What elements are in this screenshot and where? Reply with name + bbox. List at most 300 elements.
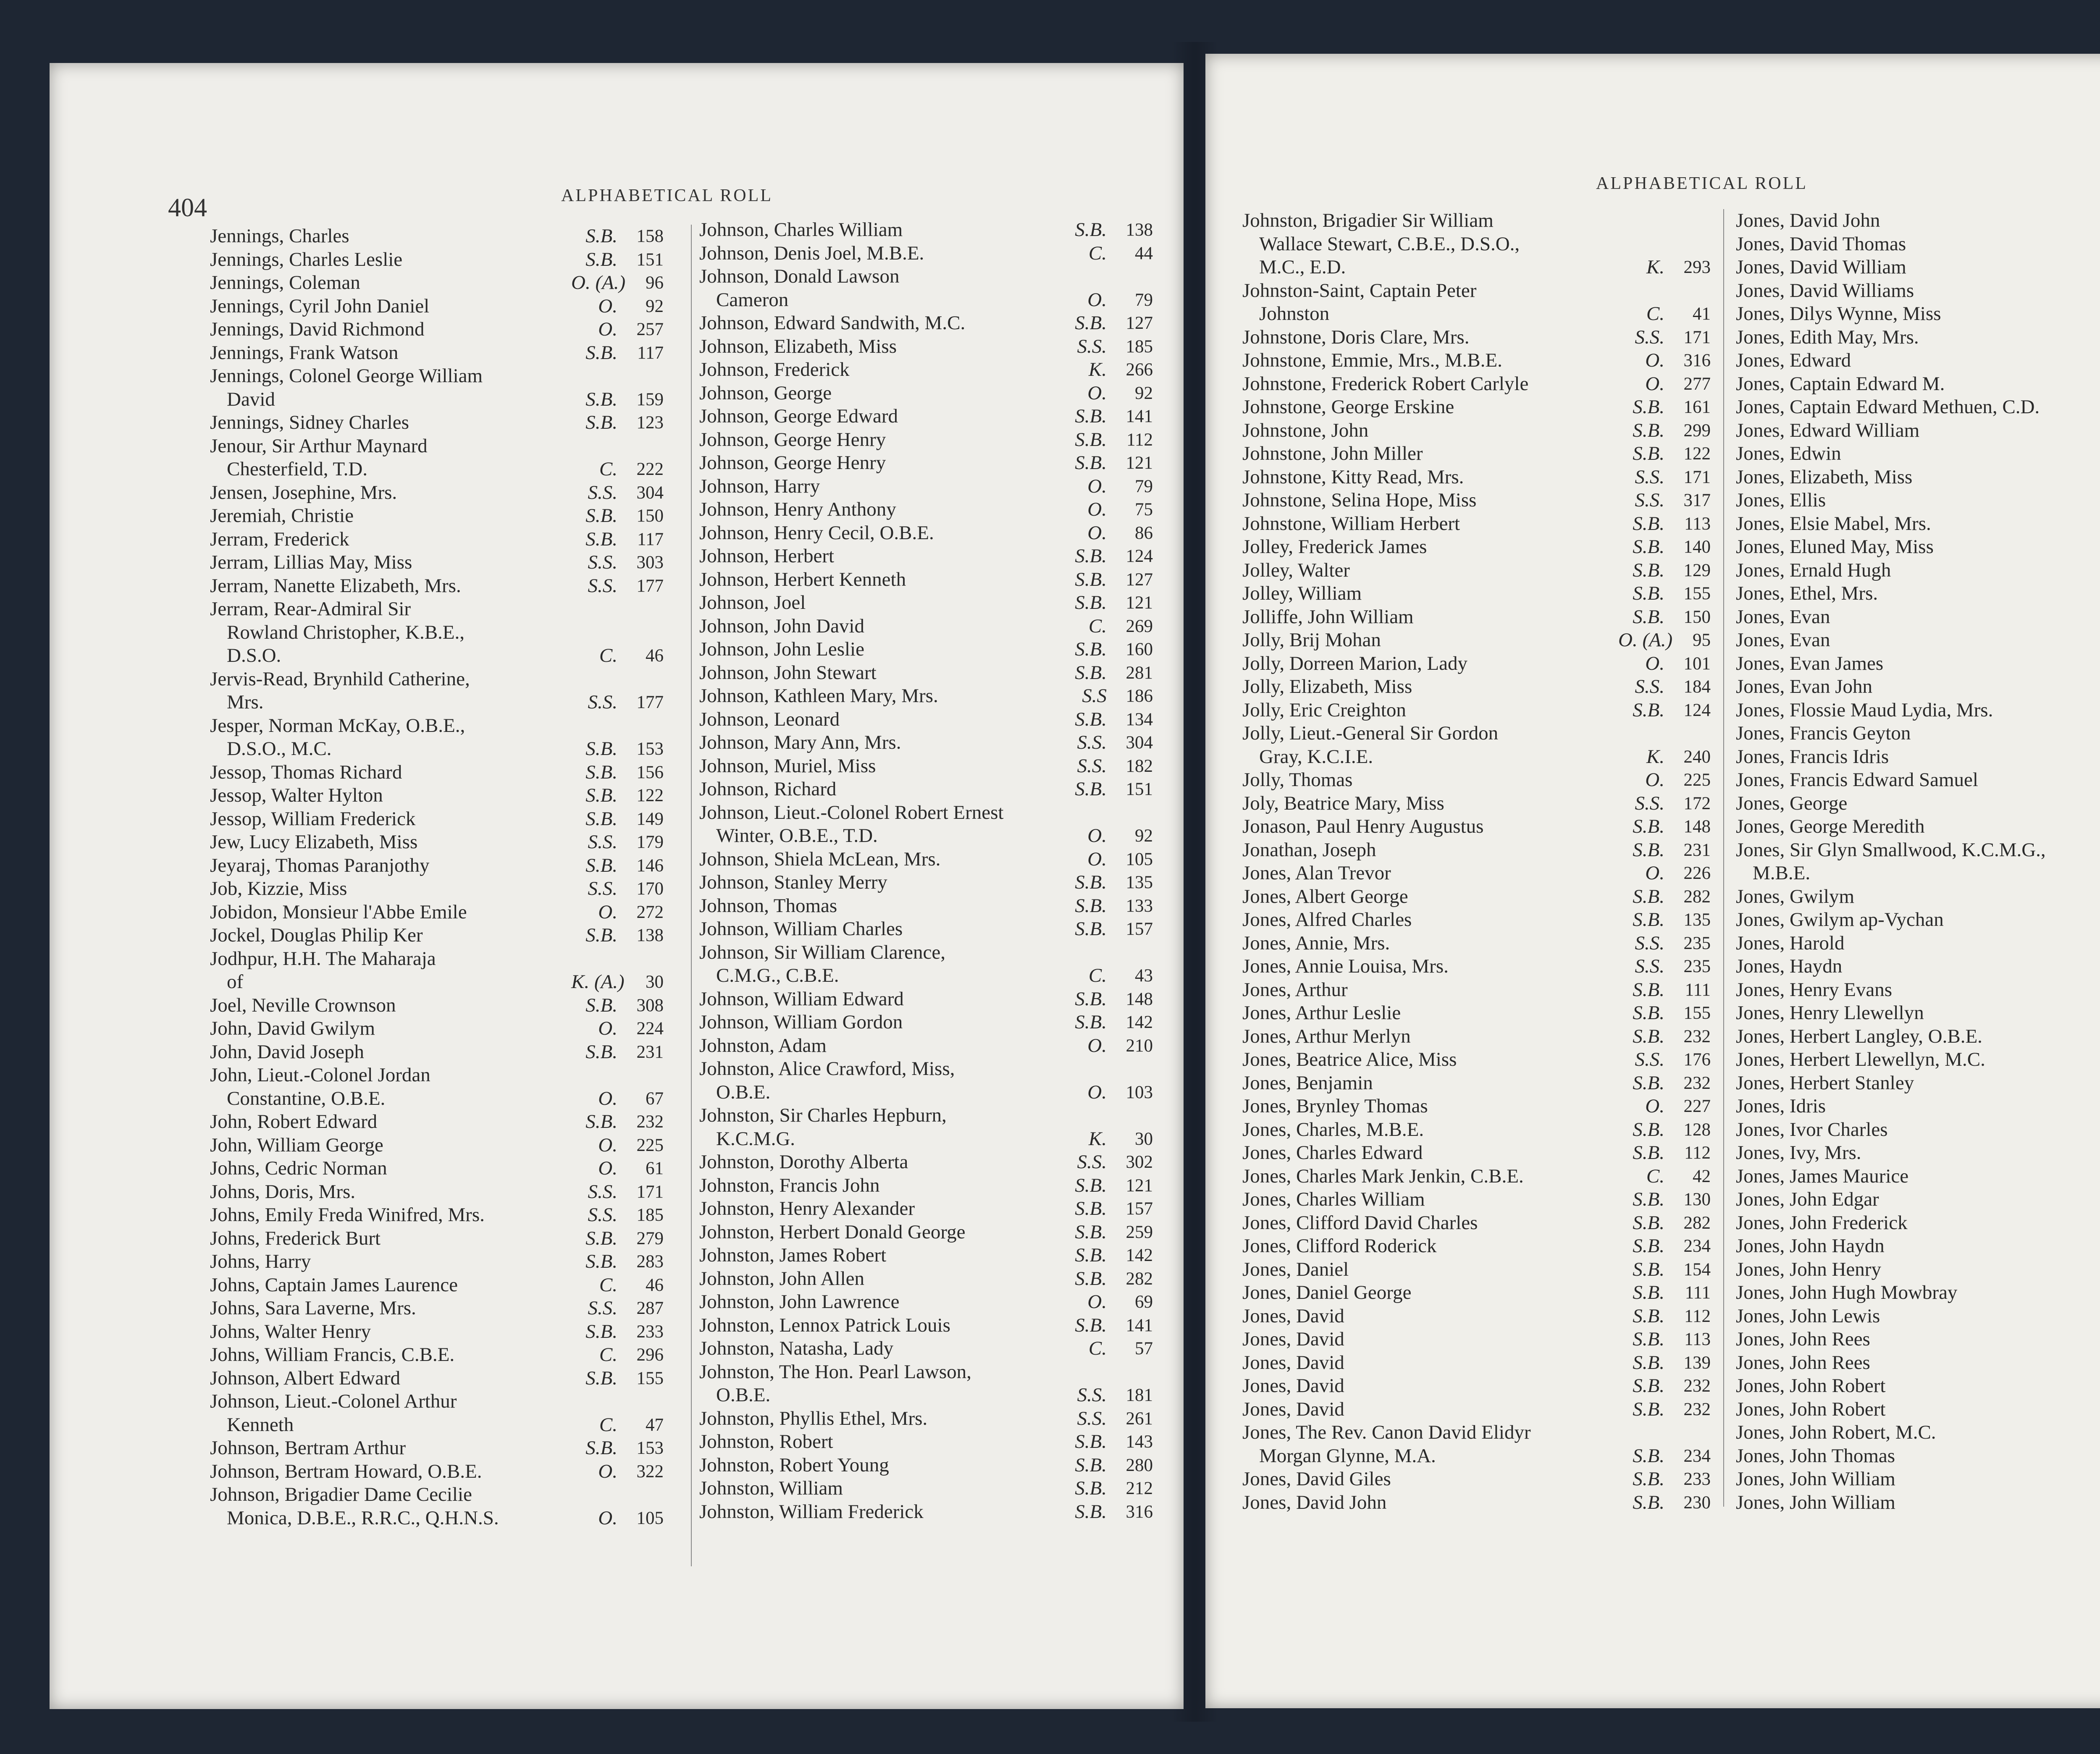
entry-name: Morgan Glynne, M.A. — [1259, 1445, 1436, 1467]
entry-name: Jennings, Colonel George William — [210, 365, 483, 387]
entry-name: Johnston, Francis John — [699, 1174, 880, 1196]
entry-name: Johnston, Robert Young — [699, 1454, 889, 1476]
entry-name: Johnston, James Robert — [699, 1244, 887, 1266]
roll-entry — [210, 435, 664, 458]
entry-section: S.B. — [1633, 1351, 1664, 1374]
entry-page: 148 — [1126, 989, 1153, 1009]
entry-name: Jennings, Sidney Charles — [210, 412, 409, 433]
roll-entry — [1736, 1118, 2100, 1142]
roll-column-1 — [210, 225, 664, 1530]
entry-name: Jones, David — [1242, 1398, 1344, 1420]
entry-name: Jones, John Thomas — [1736, 1445, 1895, 1467]
roll-entry — [699, 1151, 1153, 1174]
entry-page: 103 — [1126, 1082, 1153, 1102]
entry-name: O.B.E. — [716, 1384, 771, 1406]
entry-name: Johnston, Natasha, Lady — [699, 1337, 894, 1359]
entry-section: S.B. — [1633, 885, 1664, 907]
entry-name: Jones, Dilys Wynne, Miss — [1736, 303, 1941, 325]
entry-name: Johnson, Thomas — [699, 894, 837, 917]
entry-section: C. — [1088, 1337, 1107, 1359]
roll-entry — [1242, 559, 1711, 582]
roll-entry — [210, 808, 664, 831]
entry-name: of — [227, 971, 244, 993]
entry-page: 159 — [636, 389, 664, 409]
roll-entry — [210, 598, 664, 621]
entry-name: Constantine, O.B.E. — [227, 1087, 386, 1109]
roll-entry — [210, 947, 664, 971]
roll-entry — [210, 877, 664, 901]
entry-name: Johnson, Joel — [699, 592, 806, 614]
entry-name: Johnson, Bertram Howard, O.B.E. — [210, 1460, 482, 1482]
entry-section: S.B. — [1633, 1072, 1664, 1094]
entry-name: John, William George — [210, 1134, 383, 1156]
roll-entry — [699, 568, 1153, 592]
roll-entry — [210, 1437, 664, 1460]
entry-page — [617, 668, 664, 691]
entry-name: Jennings, Frank Watson — [210, 341, 399, 364]
entry-name: Jones, Edith May, Mrs. — [1736, 326, 1919, 348]
entry-page: 113 — [1684, 514, 1711, 534]
entry-name: Jones, Annie, Mrs. — [1242, 932, 1390, 954]
entry-page — [1664, 722, 1711, 745]
roll-entry — [1736, 815, 2100, 839]
entry-name: Johns, Emily Freda Winifred, Mrs. — [210, 1204, 485, 1226]
entry-page: 233 — [1683, 1469, 1711, 1489]
entry-page: 123 — [636, 413, 664, 433]
entry-name: Johnson, Brigadier Dame Cecilie — [210, 1484, 472, 1505]
entry-page: 124 — [1683, 700, 1711, 720]
roll-entry — [1242, 1235, 1711, 1258]
roll-entry — [210, 458, 664, 481]
entry-name: Gray, K.C.I.E. — [1259, 745, 1373, 768]
entry-page: 302 — [1126, 1152, 1153, 1172]
roll-entry — [1242, 349, 1711, 372]
entry-page — [617, 714, 664, 738]
entry-section: O. — [1645, 769, 1664, 791]
entry-name: Johnson, Herbert Kenneth — [699, 568, 906, 590]
entry-section: S.S. — [588, 551, 617, 573]
roll-entry — [210, 1250, 664, 1274]
entry-name: Johnston, Phyllis Ethel, Mrs. — [699, 1407, 928, 1429]
entry-page: 92 — [646, 296, 664, 316]
roll-entry — [1242, 1211, 1711, 1235]
roll-entry — [1736, 1445, 2100, 1468]
entry-section: S.S. — [588, 1204, 617, 1226]
roll-entry — [1242, 606, 1711, 629]
entry-page: 232 — [636, 1112, 664, 1132]
entry-name: Johnstone, Selina Hope, Miss — [1242, 489, 1477, 511]
entry-section: S.B. — [1075, 428, 1107, 451]
roll-entry — [1736, 1328, 2100, 1351]
roll-entry — [699, 1290, 1153, 1314]
entry-section — [571, 364, 617, 388]
entry-name: Jones, David Giles — [1242, 1468, 1391, 1490]
entry-section — [571, 1064, 617, 1087]
entry-page: 134 — [1126, 709, 1153, 729]
entry-section: C. — [599, 1274, 617, 1296]
entry-name: Johns, Harry — [210, 1251, 311, 1272]
roll-entry — [210, 574, 664, 598]
entry-section: S.S. — [1635, 489, 1664, 511]
entry-page: 105 — [636, 1508, 664, 1528]
entry-name: Jones, Francis Edward Samuel — [1736, 769, 1978, 791]
entry-name: Jervis-Read, Brynhild Catherine, — [210, 668, 470, 690]
entry-section — [571, 598, 617, 621]
entry-name: K.C.M.G. — [716, 1127, 795, 1150]
entry-name: Jones, Brynley Thomas — [1242, 1095, 1428, 1117]
entry-name: M.B.E. — [1753, 862, 1811, 884]
entry-name: Jones, John William — [1736, 1468, 1895, 1490]
entry-name: Jones, Flossie Maud Lydia, Mrs. — [1736, 699, 1993, 721]
entry-section — [1060, 801, 1107, 825]
entry-section: S.B. — [1075, 661, 1107, 684]
entry-page — [617, 1483, 664, 1507]
roll-entry — [210, 1507, 664, 1530]
entry-section: C. — [599, 458, 617, 480]
entry-section: O. — [1087, 825, 1107, 847]
entry-section: S.S. — [1635, 466, 1664, 488]
entry-section: S.B. — [585, 505, 617, 527]
roll-entry — [1736, 675, 2100, 699]
entry-name: Johnston, Henry Alexander — [699, 1198, 915, 1219]
entry-name: Monica, D.B.E., R.R.C., Q.H.N.S. — [227, 1507, 499, 1529]
roll-entry — [1736, 209, 2100, 233]
entry-page: 124 — [1126, 546, 1153, 566]
entry-name: Johnson, Bertram Arthur — [210, 1437, 406, 1459]
roll-entry — [1242, 1328, 1711, 1351]
entry-page — [1107, 801, 1153, 825]
entry-name: Johnston, Adam — [699, 1034, 827, 1057]
running-header: ALPHABETICAL ROLL — [561, 186, 773, 205]
entry-page: 41 — [1693, 304, 1711, 324]
entry-page: 67 — [646, 1088, 664, 1109]
roll-entry — [1242, 419, 1711, 443]
entry-section: C. — [1088, 242, 1107, 264]
entry-page: 231 — [1683, 840, 1711, 860]
entry-page: 46 — [646, 646, 664, 666]
entry-name: Jolly, Eric Creighton — [1242, 699, 1406, 721]
roll-entry — [699, 1011, 1153, 1034]
entry-page: 161 — [1683, 397, 1711, 417]
entry-section: S.B. — [1633, 443, 1664, 464]
entry-page: 227 — [1683, 1096, 1711, 1116]
roll-entry — [1242, 512, 1711, 536]
roll-entry — [699, 1384, 1153, 1407]
entry-page: 139 — [1683, 1353, 1711, 1373]
roll-entry — [699, 941, 1153, 965]
roll-entry — [210, 901, 664, 924]
entry-name: Jonathan, Joseph — [1242, 839, 1376, 861]
roll-entry — [210, 924, 664, 947]
entry-section: S.B. — [585, 854, 617, 876]
roll-entry — [1242, 326, 1711, 349]
roll-entry — [210, 1413, 664, 1437]
roll-entry — [699, 1197, 1153, 1221]
entry-name: Jones, Haydn — [1736, 955, 1843, 977]
entry-page: 46 — [646, 1275, 664, 1295]
roll-entry — [699, 335, 1153, 359]
roll-entry — [1242, 862, 1711, 885]
entry-page: 181 — [1126, 1385, 1153, 1405]
entry-name: Jones, Albert George — [1242, 885, 1408, 907]
entry-section — [571, 668, 617, 691]
entry-section: S.S. — [1077, 731, 1107, 753]
entry-name: Jones, George Meredith — [1736, 815, 1925, 837]
roll-entry — [1242, 1048, 1711, 1072]
entry-section: S.B. — [1075, 988, 1107, 1010]
roll-entry — [1736, 466, 2100, 489]
roll-entry — [1736, 1374, 2100, 1398]
entry-section: O. — [598, 318, 617, 340]
entry-page: 138 — [1126, 220, 1153, 240]
entry-name: Johnston-Saint, Captain Peter — [1242, 279, 1477, 302]
roll-entry — [699, 358, 1153, 382]
entry-section: S.S — [1082, 685, 1107, 707]
entry-name: Jones, Evan James — [1736, 652, 1884, 674]
entry-name: Jones, Daniel — [1242, 1258, 1349, 1280]
entry-name: Jones, Evan — [1736, 606, 1830, 628]
entry-name: Jones, Elsie Mabel, Mrs. — [1736, 512, 1931, 535]
entry-name: Johnson, Frederick — [699, 359, 850, 380]
entry-name: Jennings, Cyril John Daniel — [210, 295, 430, 317]
entry-section: S.B. — [585, 784, 617, 806]
entry-section: C. — [599, 1344, 617, 1366]
entry-section: O. — [1087, 1291, 1107, 1313]
roll-entry — [699, 801, 1153, 825]
entry-section: S.B. — [1633, 1305, 1664, 1327]
roll-entry — [1242, 302, 1711, 326]
entry-name: Jones, John Haydn — [1736, 1235, 1885, 1257]
entry-name: Johnson, Donald Lawson — [699, 265, 900, 287]
entry-name: Johnston, John Lawrence — [699, 1291, 900, 1313]
roll-entry — [1242, 1305, 1711, 1328]
entry-page: 171 — [1683, 327, 1711, 347]
entry-page: 141 — [1126, 1315, 1153, 1335]
entry-name: Jennings, Charles — [210, 225, 349, 247]
entry-name: Jones, Idris — [1736, 1095, 1826, 1117]
roll-entry — [1736, 1421, 2100, 1445]
entry-name: David — [227, 388, 275, 410]
entry-name: Jones, Edward William — [1736, 419, 1920, 441]
entry-page: 96 — [646, 273, 664, 293]
roll-entry — [210, 1064, 664, 1087]
roll-entry — [1736, 1072, 2100, 1095]
entry-page: 122 — [636, 786, 664, 805]
entry-section — [571, 714, 617, 738]
roll-entry — [699, 265, 1153, 288]
roll-entry — [210, 1483, 664, 1507]
entry-name: Johns, Walter Henry — [210, 1320, 371, 1342]
roll-entry — [1736, 559, 2100, 582]
roll-entry — [210, 644, 664, 668]
entry-page — [617, 435, 664, 458]
entry-section — [1618, 233, 1664, 256]
entry-page: 277 — [1683, 374, 1711, 394]
roll-entry — [1242, 722, 1711, 745]
roll-entry — [1736, 1305, 2100, 1328]
roll-entry — [210, 225, 664, 248]
entry-section: C. — [1646, 303, 1664, 325]
entry-name: Johnston, Sir Charles Hepburn, — [699, 1104, 947, 1126]
entry-name: John, David Joseph — [210, 1041, 364, 1063]
roll-entry — [1242, 675, 1711, 699]
roll-entry — [1736, 722, 2100, 745]
roll-entry — [1736, 372, 2100, 396]
entry-section: S.B. — [1075, 219, 1107, 241]
roll-entry — [1736, 792, 2100, 815]
entry-page: 272 — [636, 902, 664, 922]
entry-page: 112 — [1126, 430, 1153, 450]
roll-entry — [1242, 233, 1711, 256]
entry-name: Jerram, Rear-Admiral Sir — [210, 598, 411, 620]
entry-name: Johnson, Herbert — [699, 545, 835, 567]
entry-section: S.B. — [1633, 582, 1664, 604]
entry-name: Jones, Henry Evans — [1736, 978, 1893, 1001]
roll-entry — [1736, 978, 2100, 1002]
entry-page: 177 — [636, 692, 664, 712]
entry-name: Johnson, Sir William Clarence, — [699, 941, 945, 963]
entry-name: Johnson, Stanley Merry — [699, 871, 887, 893]
roll-entry — [1242, 768, 1711, 792]
entry-page: 171 — [636, 1182, 664, 1202]
entry-page: 111 — [1685, 1283, 1711, 1303]
entry-name: Jockel, Douglas Philip Ker — [210, 924, 423, 946]
entry-section: S.B. — [1075, 708, 1107, 730]
running-header: ALPHABETICAL ROLL — [1596, 174, 1808, 193]
entry-section: S.B. — [1075, 1011, 1107, 1033]
entry-section: S.B. — [1075, 1314, 1107, 1336]
entry-section: S.B. — [585, 738, 617, 760]
entry-name: Jones, Edwin — [1736, 443, 1841, 464]
entry-name: Johnson, Henry Cecil, O.B.E. — [699, 522, 934, 544]
roll-entry — [1242, 1025, 1711, 1049]
entry-section: S.B. — [585, 1437, 617, 1459]
entry-section — [571, 435, 617, 458]
entry-section: S.B. — [1075, 894, 1107, 917]
entry-page: 299 — [1683, 420, 1711, 440]
entry-name: Jones, Ellis — [1736, 489, 1826, 511]
roll-entry — [1736, 629, 2100, 652]
entry-page — [617, 1390, 664, 1413]
entry-name: Johnstone, Emmie, Mrs., M.B.E. — [1242, 349, 1502, 371]
entry-section: S.B. — [585, 412, 617, 433]
entry-name: Jones, John Robert — [1736, 1375, 1886, 1397]
entry-section: S.B. — [1633, 1491, 1664, 1513]
roll-entry — [1242, 1374, 1711, 1398]
roll-entry — [1242, 489, 1711, 512]
entry-section: O. — [598, 1017, 617, 1039]
entry-section: S.B. — [585, 1367, 617, 1389]
entry-name: Jones, David William — [1736, 256, 1906, 278]
entry-section: S.B. — [585, 994, 617, 1016]
entry-name: Jones, Ethel, Mrs. — [1736, 582, 1878, 604]
entry-page: 127 — [1126, 313, 1153, 333]
entry-name: Jessop, Thomas Richard — [210, 761, 402, 783]
entry-name: John, David Gwilym — [210, 1017, 375, 1039]
roll-entry — [210, 1180, 664, 1204]
entry-name: Jones, Herbert Stanley — [1736, 1072, 1914, 1094]
entry-name: Johnston, John Allen — [699, 1267, 865, 1290]
entry-section: S.S. — [1635, 326, 1664, 348]
roll-entry — [1242, 1491, 1711, 1515]
entry-page: 233 — [636, 1321, 664, 1342]
entry-section: K. — [1088, 359, 1107, 380]
roll-entry — [210, 714, 664, 738]
roll-entry — [699, 218, 1153, 242]
roll-entry — [1736, 862, 2100, 885]
entry-page: 153 — [636, 1438, 664, 1458]
entry-name: Jones, Arthur Leslie — [1242, 1002, 1401, 1024]
entry-page — [617, 1064, 664, 1087]
entry-section: S.B. — [1633, 1328, 1664, 1350]
entry-name: Jew, Lucy Elizabeth, Miss — [210, 831, 418, 853]
entry-page: 142 — [1126, 1245, 1153, 1265]
entry-name: Jones, Edward — [1736, 349, 1851, 371]
entry-section: O. — [1087, 475, 1107, 497]
entry-page — [1664, 279, 1711, 303]
roll-entry — [1736, 1281, 2100, 1305]
entry-name: Johnston, Alice Crawford, Miss, — [699, 1058, 955, 1080]
roll-entry — [1736, 256, 2100, 279]
entry-section: S.B. — [1633, 1235, 1664, 1257]
roll-entry — [1736, 1048, 2100, 1072]
entry-section: S.S. — [1077, 1407, 1107, 1429]
entry-page: 225 — [1683, 770, 1711, 790]
entry-page: 293 — [1683, 257, 1711, 277]
entry-name: Jones, Alfred Charles — [1242, 909, 1412, 931]
entry-page — [617, 947, 664, 971]
entry-name: Jones, Sir Glyn Smallwood, K.C.M.G., — [1736, 839, 2046, 861]
entry-name: O.B.E. — [716, 1081, 771, 1103]
entry-name: Jones, Arthur Merlyn — [1242, 1025, 1411, 1047]
entry-page: 121 — [1126, 1175, 1153, 1196]
entry-section: S.B. — [1075, 452, 1107, 474]
roll-entry — [1242, 1281, 1711, 1305]
roll-entry — [210, 1460, 664, 1484]
entry-section: S.B. — [1075, 638, 1107, 660]
roll-entry — [699, 615, 1153, 638]
roll-entry — [1736, 745, 2100, 769]
entry-section: S.B. — [1633, 1282, 1664, 1303]
roll-entry — [699, 731, 1153, 755]
entry-page: 304 — [1126, 733, 1153, 752]
entry-section: O. — [1087, 288, 1107, 311]
entry-page: 232 — [1683, 1399, 1711, 1419]
entry-section: S.B. — [1633, 699, 1664, 721]
entry-section: K. — [1088, 1127, 1107, 1150]
entry-section: S.B. — [1633, 1188, 1664, 1210]
entry-section: S.B. — [1075, 1477, 1107, 1499]
entry-page — [1664, 209, 1711, 233]
roll-entry — [699, 988, 1153, 1011]
entry-page: 269 — [1126, 616, 1153, 636]
entry-name: Jones, Elizabeth, Miss — [1736, 466, 1913, 488]
entry-name: Jones, Eluned May, Miss — [1736, 536, 1934, 558]
entry-name: Johnstone, Doris Clare, Mrs. — [1242, 326, 1470, 348]
roll-entry — [210, 1390, 664, 1413]
entry-page: 128 — [1683, 1120, 1711, 1140]
entry-page: 148 — [1683, 817, 1711, 836]
entry-name: Jones, Charles William — [1242, 1188, 1425, 1210]
entry-name: Jones, Evan — [1736, 629, 1830, 651]
roll-entry — [210, 621, 664, 645]
entry-page: 279 — [636, 1228, 664, 1248]
roll-entry — [1736, 1025, 2100, 1049]
roll-entry — [699, 1081, 1153, 1104]
entry-name: Jones, Annie Louisa, Mrs. — [1242, 955, 1449, 977]
entry-section: S.B. — [1075, 1267, 1107, 1290]
roll-entry — [1736, 1398, 2100, 1421]
